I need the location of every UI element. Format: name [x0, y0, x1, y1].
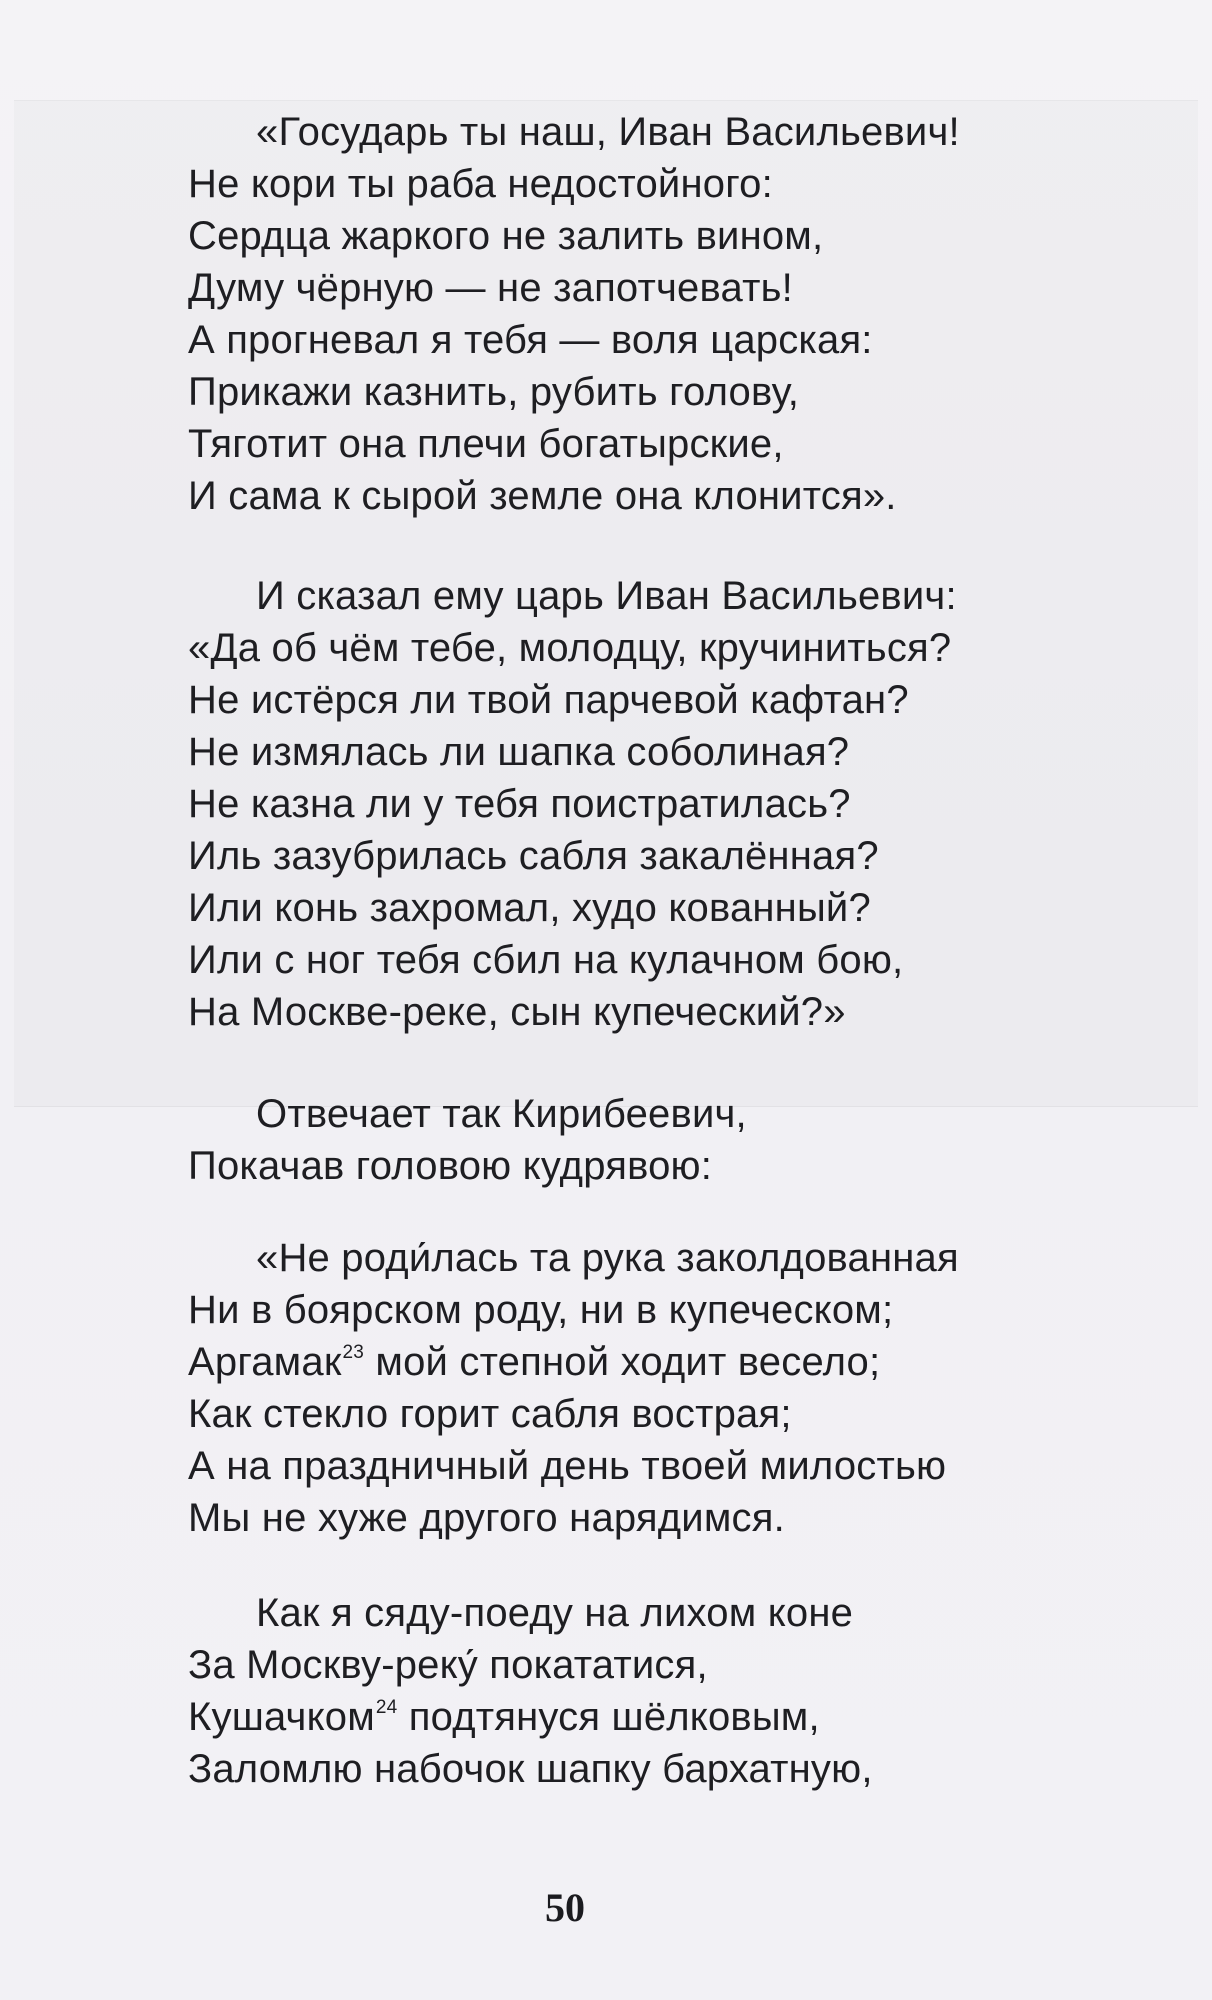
stanza-3	[188, 1088, 747, 1192]
verse-line: Не кори ты раба недостойного:	[188, 162, 773, 206]
verse-line: Или с ног тебя сбил на кулачном бою,	[188, 938, 904, 982]
verse-line: И сказал ему царь Иван Васильевич:	[256, 574, 957, 618]
verse-line: Мы не хуже другого нарядимся.	[188, 1496, 785, 1540]
verse-line	[188, 1336, 959, 1388]
verse-line: Иль зазубрилась сабля закалённая?	[188, 834, 879, 878]
stanza-5	[188, 1587, 873, 1795]
footnote-marker[interactable]: 23	[342, 1342, 365, 1363]
verse-line: Как я сяду-поеду на лихом коне	[256, 1591, 854, 1635]
verse-text: Кушачком	[188, 1695, 375, 1739]
verse-line: «Да об чём тебе, молодцу, кручиниться?	[188, 626, 952, 670]
stanza-2	[188, 570, 957, 1038]
verse-text: подтянуся шёлковым,	[397, 1695, 820, 1739]
verse-line: Прикажи казнить, рубить голову,	[188, 370, 800, 414]
verse-text: мой степной ходит весело;	[364, 1340, 881, 1384]
verse-line: Как стекло горит сабля вострая;	[188, 1392, 792, 1436]
verse-line: А на праздничный день твоей милостью	[188, 1444, 947, 1488]
verse-line: Отвечает так Кирибеевич,	[256, 1092, 747, 1136]
verse-line: Покачав головою кудрявою:	[188, 1144, 713, 1188]
verse-line: Ни в боярском роду, ни в купеческом;	[188, 1288, 894, 1332]
verse-text: Аргамак	[188, 1340, 342, 1384]
page-number: 50	[545, 1885, 585, 1930]
verse-line: Не измялась ли шапка соболиная?	[188, 730, 850, 774]
verse-line: За Москву-реку́ покататися,	[188, 1643, 708, 1687]
verse-line	[188, 1691, 873, 1743]
stanza-4	[188, 1232, 959, 1544]
verse-line: Или конь захромал, худо кованный?	[188, 886, 871, 930]
verse-line: «Не роди́лась та рука заколдованная	[256, 1236, 959, 1280]
verse-line: Не истёрся ли твой парчевой кафтан?	[188, 678, 909, 722]
verse-line: На Москве-реке, сын купеческий?»	[188, 990, 846, 1034]
verse-line: Не казна ли у тебя поистратилась?	[188, 782, 851, 826]
verse-line: Думу чёрную — не запотчевать!	[188, 266, 793, 310]
footnote-marker[interactable]: 24	[375, 1697, 398, 1718]
verse-line: И сама к сырой земле она клонится».	[188, 474, 897, 518]
verse-line: Сердца жаркого не залить вином,	[188, 214, 824, 258]
verse-line: А прогневал я тебя — воля царская:	[188, 318, 873, 362]
stanza-1	[188, 106, 960, 522]
verse-line: Заломлю набочок шапку бархатную,	[188, 1747, 873, 1791]
verse-line: «Государь ты наш, Иван Васильевич!	[256, 110, 960, 154]
verse-line: Тяготит она плечи богатырские,	[188, 422, 784, 466]
